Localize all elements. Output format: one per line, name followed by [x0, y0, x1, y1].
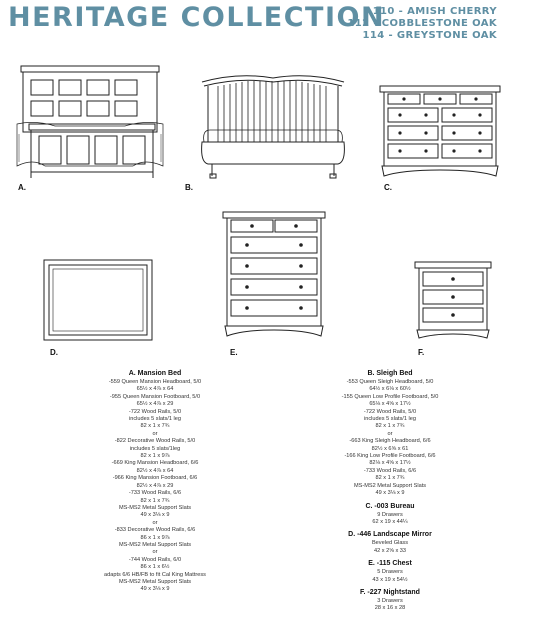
spec-line: -553 Queen Sleigh Headboard, 5/0: [346, 379, 434, 385]
landscape-mirror-illustration: [42, 258, 154, 342]
spec-line: -722 Wood Rails, 5/0: [363, 408, 417, 415]
spec-line: 82½ x 4⅞ x 29: [136, 482, 174, 489]
spec-line: 82½ x 6⅝ x 61: [371, 445, 409, 452]
figure-label-a: A.: [18, 183, 26, 192]
product-heading: E. -115 Chest: [368, 560, 412, 568]
spec-line: 82 x 1 x 7¾: [375, 423, 405, 430]
product-heading: D. -446 Landscape Mirror: [348, 531, 432, 539]
figure-label-d: D.: [50, 348, 58, 357]
mansion-bed-heading: A. Mansion Bed: [128, 370, 182, 377]
spec-line: 62 x 19 x 44¼: [372, 518, 408, 525]
spec-line: -822 Decorative Wood Rails, 5/0: [114, 438, 196, 445]
spec-line: -663 King Sleigh Headboard, 6/6: [349, 438, 431, 445]
finish-list: [347, 6, 497, 42]
figure-label-f: F.: [418, 348, 425, 357]
spec-line: includes 5 slats/1leg: [129, 445, 181, 452]
spec-line: 82 x 1 x 7¾: [375, 475, 405, 482]
figure-label-e: E.: [230, 348, 238, 357]
spec-line: MS-MS2 Metal Support Slats: [118, 578, 192, 585]
spec-line: -955 Queen Mansion Footboard, 5/0: [109, 393, 201, 400]
finish-item: 112 - COBBLESTONE OAK: [347, 18, 497, 29]
spec-line: 65½ x 4⅞ x 29: [136, 401, 174, 408]
spec-line: 49 x 3⅛ x 9: [375, 490, 405, 497]
spec-line: MS-MS2 Metal Support Slats: [118, 504, 192, 511]
spec-line: MS-MS2 Metal Support Slats: [353, 482, 427, 489]
spec-line: 9 Drawers: [377, 511, 403, 518]
spec-line: -833 Decorative Wood Rails, 6/6: [114, 527, 196, 534]
spec-line: 49 x 3⅛ x 9: [140, 512, 170, 519]
finish-item: 110 - AMISH CHERRY: [372, 6, 497, 17]
finish-item: 114 - GREYSTONE OAK: [362, 30, 497, 41]
spec-line: 43 x 19 x 54½: [372, 576, 408, 583]
spec-line: 86 x 1 x 6½: [140, 564, 170, 571]
spec-line: -166 King Low Profile Footboard, 6/6: [344, 453, 436, 460]
collection-title: HERITAGE COLLECTION: [8, 2, 386, 33]
product-heading: C. -003 Bureau: [365, 502, 415, 510]
spec-line: or: [152, 549, 158, 556]
spec-line: 82 x 1 x 9⅞: [140, 453, 170, 460]
spec-line: -733 Wood Rails, 6/6: [128, 490, 182, 497]
mansion-bed-specs: [45, 368, 265, 594]
spec-line: includes 5 slats/1 leg: [129, 416, 181, 423]
spec-line: -155 Queen Low Profile Footboard, 5/0: [341, 393, 439, 400]
spec-line: or: [152, 519, 158, 526]
chest-illustration: [221, 210, 327, 340]
spec-line: 49 x 3⅛ x 9: [140, 586, 170, 593]
spec-line: or: [152, 430, 158, 437]
sleigh-bed-specs: [280, 368, 500, 613]
bureau-illustration: [378, 84, 502, 180]
spec-line: 82 x 1 x 7¾: [140, 497, 170, 504]
spec-line: 82½ x 4⅞ x 64: [136, 467, 174, 474]
spec-line: 3 Drawers: [377, 597, 403, 604]
spec-line: 82 x 1 x 7¾: [140, 423, 170, 430]
spec-line: 28 x 16 x 28: [374, 605, 406, 612]
spec-line: 86 x 1 x 9⅞: [140, 534, 170, 541]
spec-line: 65½ x 4⅞ x 64: [136, 386, 174, 393]
spec-line: -744 Wood Rails, 6/0: [128, 556, 182, 563]
spec-line: or: [387, 430, 393, 437]
spec-line: 42 x 2⅝ x 33: [373, 547, 407, 554]
mansion-bed-illustration: [15, 62, 165, 180]
spec-line: includes 5 slats/1 leg: [364, 416, 416, 423]
spec-line: MS-MS2 Metal Support Slats: [118, 541, 192, 548]
sleigh-bed-heading: B. Sleigh Bed: [367, 370, 413, 377]
sleigh-bed-illustration: [198, 72, 348, 182]
spec-line: Beveled Glass: [371, 540, 409, 547]
spec-line: -669 King Mansion Headboard, 6/6: [111, 460, 199, 467]
spec-line: 5 Drawers: [377, 569, 403, 576]
product-heading: F. -227 Nightstand: [360, 588, 420, 596]
figure-label-c: C.: [384, 183, 392, 192]
spec-line: 82⅛ x 4⅝ x 17½: [369, 460, 411, 467]
spec-line: -966 King Mansion Footboard, 6/6: [112, 475, 198, 482]
spec-line: 64½ x 6⅛ x 60½: [369, 386, 411, 393]
spec-line: -722 Wood Rails, 5/0: [128, 408, 182, 415]
spec-line: -733 Wood Rails, 6/6: [363, 467, 417, 474]
figure-label-b: B.: [185, 183, 193, 192]
spec-line: -559 Queen Mansion Headboard, 5/0: [108, 379, 202, 385]
spec-line: adapts 6/6 HB/FB to fit Cal King Mattress: [104, 571, 206, 578]
nightstand-illustration: [413, 260, 493, 340]
spec-line: 65⅛ x 4⅝ x 17½: [369, 401, 411, 408]
